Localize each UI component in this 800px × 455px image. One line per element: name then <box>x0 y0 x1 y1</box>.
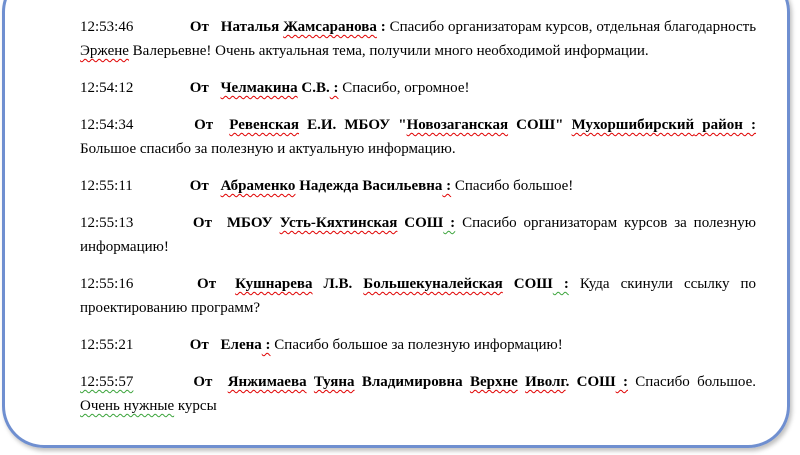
message-text: Спасибо организаторам курсов за полезную информацию! <box>80 215 756 255</box>
message-time: 12:53:46 <box>80 19 134 35</box>
message-time: 12:55:13 <box>80 215 134 231</box>
message-time: 12:55:16 <box>80 276 134 292</box>
message-text: Спасибо большое за полезную информацию! <box>274 337 563 353</box>
from-label: От <box>194 117 214 133</box>
message-time: 12:54:12 <box>80 80 134 96</box>
message-sender: Кушнарева Л.В. Большекуналейская СОШ : <box>235 276 569 292</box>
chat-message <box>80 113 756 161</box>
from-label: От <box>193 374 213 390</box>
chat-message <box>80 15 756 63</box>
message-sender: Елена : <box>220 337 271 353</box>
message-sender: Ревенская Е.И. МБОУ "Новозаганская СОШ" Мухоршибирский район : <box>229 117 757 133</box>
message-time: 12:55:57 <box>80 374 134 390</box>
from-label: От <box>189 178 209 194</box>
message-sender: Наталья Жамсаранова : <box>220 19 386 35</box>
from-label: От <box>192 215 212 231</box>
chat-message <box>80 174 756 198</box>
from-label: От <box>189 19 209 35</box>
message-sender: МБОУ Усть-Кяхтинская СОШ : <box>226 215 456 231</box>
message-time: 12:54:34 <box>80 117 134 133</box>
message-text: Спасибо большое. Очень нужные курсы <box>80 374 757 414</box>
message-sender: Челмакина С.В. : <box>220 80 339 96</box>
chat-message <box>80 272 756 320</box>
chat-transcript <box>80 15 756 431</box>
chat-message <box>80 333 756 357</box>
chat-message <box>80 370 756 418</box>
from-label: От <box>189 337 209 353</box>
message-time: 12:55:11 <box>80 178 133 194</box>
message-sender: Янжимаева Туяна Владимировна Верхне Иволг. СОШ : <box>227 374 628 390</box>
chat-message <box>80 211 756 259</box>
message-text: Большое спасибо за полезную и актуальную информацию. <box>80 141 456 157</box>
from-label: От <box>197 276 217 292</box>
message-text: Спасибо, огромное! <box>342 80 470 96</box>
message-text: Куда скинули ссылку по проектированию программ? <box>80 276 757 316</box>
message-time: 12:55:21 <box>80 337 134 353</box>
message-text: Спасибо большое! <box>454 178 574 194</box>
from-label: От <box>189 80 209 96</box>
chat-message <box>80 76 756 100</box>
message-sender: Абраменко Надежда Васильевна : <box>220 178 452 194</box>
message-text: Спасибо организаторам курсов, отдельная благодарность Эржене Валерьевне! Очень актуальная тема, получили много необходимой информации. <box>80 19 757 59</box>
